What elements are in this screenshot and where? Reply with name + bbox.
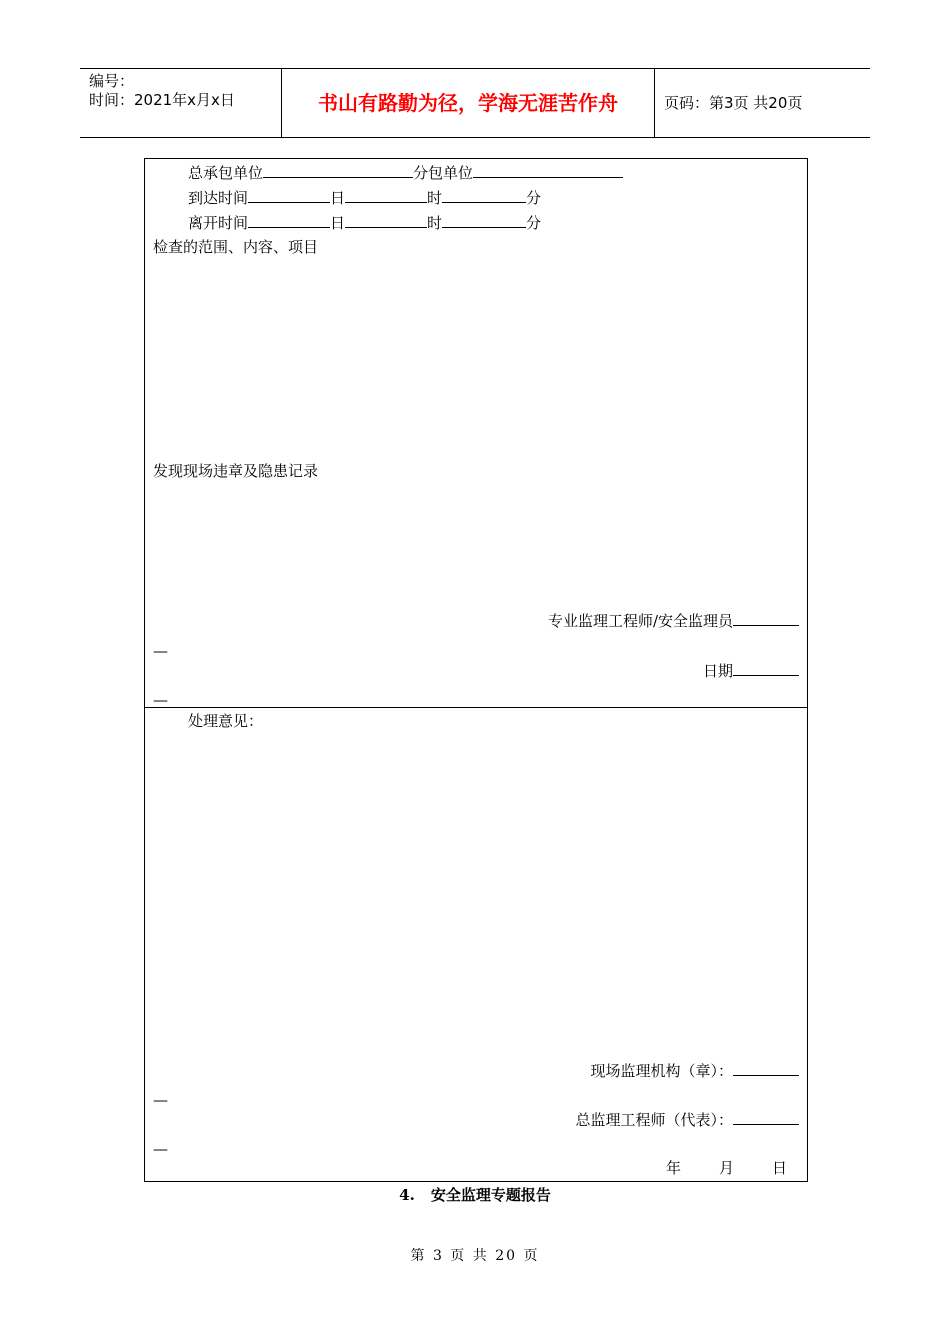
date-label: 日期 [702, 662, 733, 680]
page-header [80, 68, 870, 138]
contractor-row [188, 162, 623, 182]
org-seal-field[interactable] [733, 1060, 799, 1076]
departure-row [188, 212, 541, 232]
chief-label: 总监理工程师（代表）： [575, 1111, 733, 1129]
wrap-dash: — [153, 1140, 168, 1158]
header-motto: 书山有路勤为径，学海无涯苦作舟 [318, 91, 618, 115]
chief-signature-field[interactable] [733, 1109, 799, 1125]
org-label: 现场监理机构（章）： [590, 1062, 733, 1080]
violations-label: 发现现场违章及隐患记录 [153, 462, 319, 480]
engineer-label: 专业监理工程师/安全监理员 [547, 612, 733, 630]
date-field[interactable] [733, 660, 799, 676]
form-divider [145, 707, 807, 708]
date-row [703, 660, 799, 680]
page-footer: 第 3 页 共 20 页 [410, 1248, 540, 1264]
day-unit: 日 [330, 189, 346, 207]
subcontractor-field[interactable] [473, 162, 623, 178]
general-contractor-label: 总承包单位 [188, 164, 264, 182]
departure-hour-field[interactable] [345, 212, 427, 228]
header-motto-cell [282, 69, 655, 137]
time-text: 时间：2021年x月x日 [89, 91, 235, 109]
day-unit: 日 [330, 214, 346, 232]
header-page-number: 页码：第3页 共20页 [664, 94, 803, 112]
hour-unit: 时 [427, 189, 443, 207]
arrival-minute-field[interactable] [442, 187, 526, 203]
engineer-signature-field[interactable] [733, 610, 799, 626]
arrival-hour-field[interactable] [345, 187, 427, 203]
header-info-cell [80, 69, 282, 137]
org-seal-row [590, 1060, 799, 1080]
engineer-signature-row [548, 610, 799, 630]
inspection-form [144, 158, 808, 1182]
wrap-dash: — [153, 642, 168, 660]
year-label: 年 [665, 1159, 681, 1177]
departure-label: 离开时间 [188, 214, 249, 232]
day-label: 日 [771, 1159, 787, 1177]
serial-label: 编号： [89, 72, 135, 90]
header-page-cell [655, 69, 870, 137]
opinion-label: 处理意见： [188, 712, 264, 730]
minute-unit: 分 [526, 189, 542, 207]
arrival-row [188, 187, 541, 207]
chief-signature-row [575, 1109, 799, 1129]
hour-unit: 时 [427, 214, 443, 232]
inspection-scope-label: 检查的范围、内容、项目 [153, 238, 319, 256]
arrival-label: 到达时间 [188, 189, 249, 207]
arrival-day-field[interactable] [248, 187, 330, 203]
wrap-dash: — [153, 1091, 168, 1109]
departure-day-field[interactable] [248, 212, 330, 228]
general-contractor-field[interactable] [263, 162, 413, 178]
subcontractor-label: 分包单位 [413, 164, 474, 182]
section-number: 4. [399, 1186, 415, 1204]
signature-date-row [666, 1159, 799, 1177]
departure-minute-field[interactable] [442, 212, 526, 228]
section-heading [0, 1186, 950, 1204]
minute-unit: 分 [526, 214, 542, 232]
section-title: 安全监理专题报告 [430, 1186, 551, 1204]
month-label: 月 [718, 1159, 734, 1177]
wrap-dash: — [153, 691, 168, 709]
